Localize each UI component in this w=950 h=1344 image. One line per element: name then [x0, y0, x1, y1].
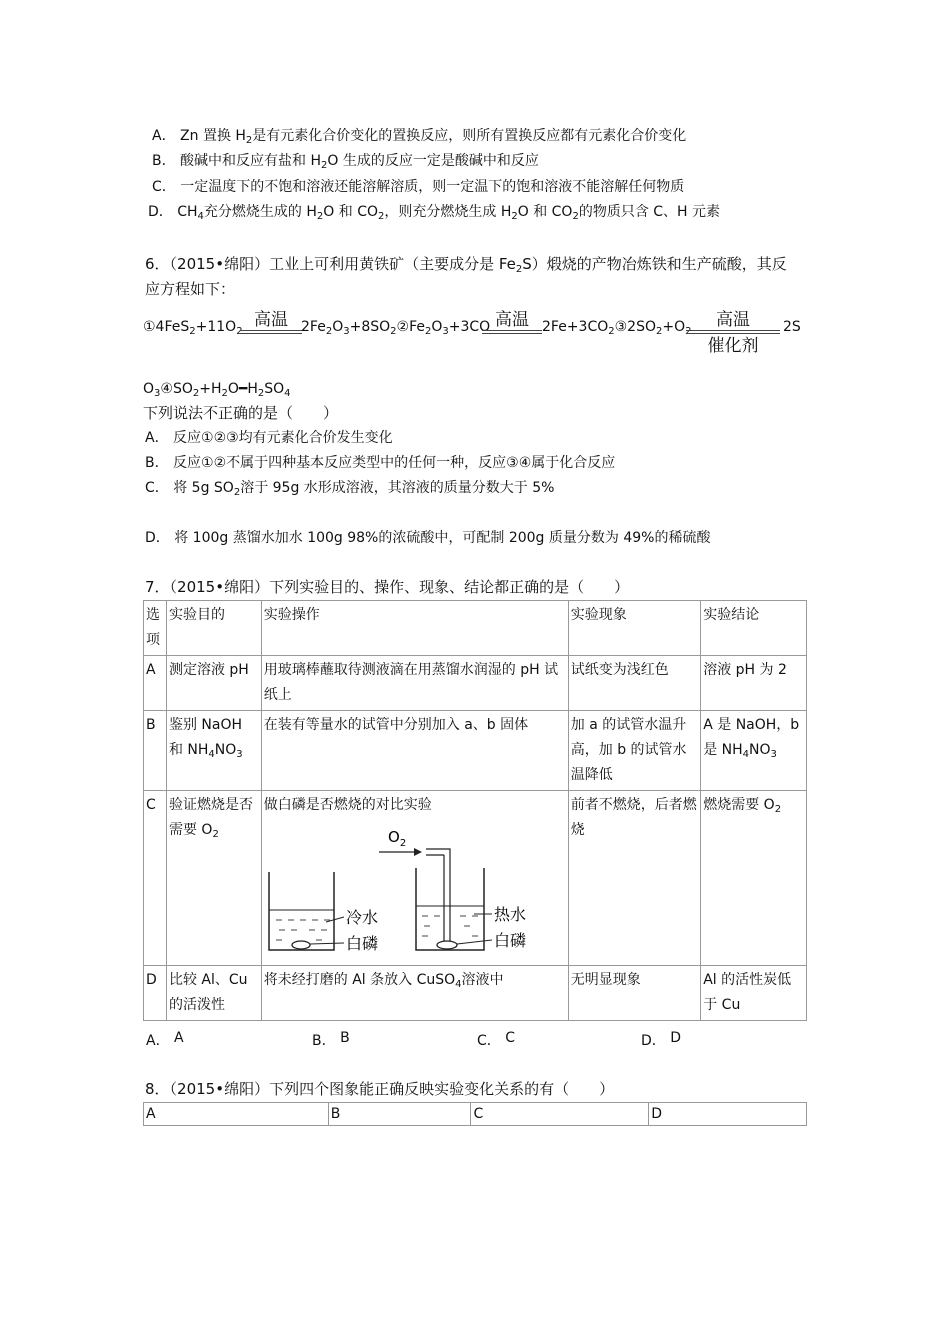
- q5-option-d: D． $CH_4$充分燃烧生成的 $H_2O$ 和 $CO_2$，则充分燃烧生成 $H_2O$ 和 $CO_2$的物质只含 C、H 元素: [148, 204, 721, 222]
- header-conclusion: 实验结论: [701, 601, 807, 656]
- table-row: [144, 711, 807, 791]
- q6-question: 下列说法不正确的是（ ）: [143, 404, 339, 422]
- q6-stem-line2: 应方程如下：: [145, 280, 236, 298]
- q7-answer-a: A． A: [146, 1030, 184, 1049]
- row-key: B: [144, 711, 167, 791]
- row-operation: 做白磷是否燃烧的对比实验 冷水 白磷 $O_2$ 热水 白磷: [261, 791, 568, 966]
- beaker-hot-water: [416, 849, 492, 950]
- q6-option-a: A． 反应①②③均有元素化合价发生变化: [145, 430, 393, 446]
- table-row: [144, 656, 807, 711]
- q6-equation-4: 2S: [783, 319, 801, 335]
- table-header-row: [144, 1103, 807, 1126]
- row-key: A: [144, 656, 167, 711]
- header-operation: 实验操作: [261, 601, 568, 656]
- table-header-row: [144, 601, 807, 656]
- q8-col-d: D: [649, 1103, 807, 1126]
- row-purpose: 测定溶液 pH: [166, 656, 261, 711]
- q7-answer-c: C． C: [477, 1030, 516, 1049]
- row-purpose: 验证燃烧是否需要 $O_2$: [166, 791, 261, 966]
- q6-equation-3: $2Fe+3CO_2③2SO_2+O_2$: [542, 319, 692, 337]
- row-conclusion: A 是 NaOH，b 是 $NH_4NO_3$: [701, 711, 807, 791]
- header-purpose: 实验目的: [166, 601, 261, 656]
- row-key: C: [144, 791, 167, 966]
- q6-condition-1: 高温: [240, 310, 302, 334]
- q8-col-b: B: [328, 1103, 471, 1126]
- row-phenomenon: 试纸变为浅红色: [568, 656, 700, 711]
- q6-condition-3: 高温 催化剂: [686, 310, 780, 356]
- row-phenomenon: 前者不燃烧，后者燃烧: [568, 791, 700, 966]
- row-conclusion: 溶液 pH 为 2: [701, 656, 807, 711]
- q6-equation-2: $2Fe_2O_3+8SO_2②Fe_2O_3+3CO$: [301, 319, 491, 337]
- row-conclusion: Al 的活性炭低于 Cu: [701, 966, 807, 1021]
- q8-table: [143, 1102, 807, 1126]
- label-o2: $O_2$: [387, 828, 406, 849]
- combustion-experiment-figure: [264, 822, 564, 962]
- table-row: [144, 791, 807, 966]
- row-operation: 在装有等量水的试管中分别加入 a、b 固体: [261, 711, 568, 791]
- white-phosphorus-left: [292, 941, 310, 949]
- q6-equation-1: $①4FeS_2+11O_2$: [143, 319, 243, 337]
- q5-option-a: A． Zn 置换 $H_2$是有元素化合价变化的置换反应，则所有置换反应都有元素化合价变化: [152, 128, 687, 146]
- q8-col-a: A: [144, 1103, 329, 1126]
- label-cold-water: 冷水: [345, 908, 378, 927]
- q6-stem-line1: 6．（2015•绵阳）工业上可利用黄铁矿（主要成分是 $Fe_2S$）煅烧的产物冶炼铁和生产硫酸，其反: [145, 255, 787, 275]
- arrow-right-icon: [414, 848, 422, 856]
- q5-option-c: C． 一定温度下的不饱和溶液还能溶解溶质，则一定温下的饱和溶液不能溶解任何物质: [152, 179, 685, 195]
- q8-col-c: C: [471, 1103, 649, 1126]
- row-phenomenon: 加 a 的试管水温升高，加 b 的试管水温降低: [568, 711, 700, 791]
- q6-equation-5: $O_3④SO_2+H_2O━H_2SO_4$: [143, 381, 291, 399]
- label-white-p-right: 白磷: [493, 931, 526, 950]
- row-purpose: 比较 Al、Cu 的活泼性: [166, 966, 261, 1021]
- q6-condition-2: 高温: [482, 310, 542, 334]
- row-purpose: 鉴别 NaOH 和 $NH_4NO_3$: [166, 711, 261, 791]
- q6-option-b: B． 反应①②不属于四种基本反应类型中的任何一种，反应③④属于化合反应: [145, 455, 616, 471]
- q7-answer-b: B． B: [312, 1030, 350, 1049]
- white-phosphorus-right: [437, 941, 457, 949]
- q6-option-d: D． 将 100g 蒸馏水加水 100g 98%的浓硫酸中，可配制 200g 质量分数为 49%的稀硫酸: [145, 530, 711, 546]
- header-phenomenon: 实验现象: [568, 601, 700, 656]
- header-option: 选项: [144, 601, 167, 656]
- row-operation: 将未经打磨的 Al 条放入 CuSO$_4$溶液中: [261, 966, 568, 1021]
- row-phenomenon: 无明显现象: [568, 966, 700, 1021]
- row-conclusion: 燃烧需要 $O_2$: [701, 791, 807, 966]
- q8-stem: 8．（2015•绵阳）下列四个图象能正确反映实验变化关系的有（ ）: [145, 1080, 615, 1098]
- label-hot-water: 热水: [493, 905, 526, 924]
- q7-answer-d: D． D: [641, 1030, 682, 1049]
- row-operation: 用玻璃棒蘸取待测液滴在用蒸馏水润湿的 pH 试纸上: [261, 656, 568, 711]
- q5-option-b: B． 酸碱中和反应有盐和 $H_2O$ 生成的反应一定是酸碱中和反应: [152, 153, 539, 171]
- label-white-p-left: 白磷: [345, 934, 378, 953]
- table-row: [144, 966, 807, 1021]
- q6-option-c: C． 将 5g $SO_2$溶于 95g 水形成溶液，其溶液的质量分数大于 5%: [145, 480, 555, 498]
- q7-table: [143, 600, 807, 1021]
- q7-stem: 7．（2015•绵阳）下列实验目的、操作、现象、结论都正确的是（ ）: [145, 578, 630, 596]
- row-key: D: [144, 966, 167, 1021]
- beaker-cold-water: [269, 872, 344, 950]
